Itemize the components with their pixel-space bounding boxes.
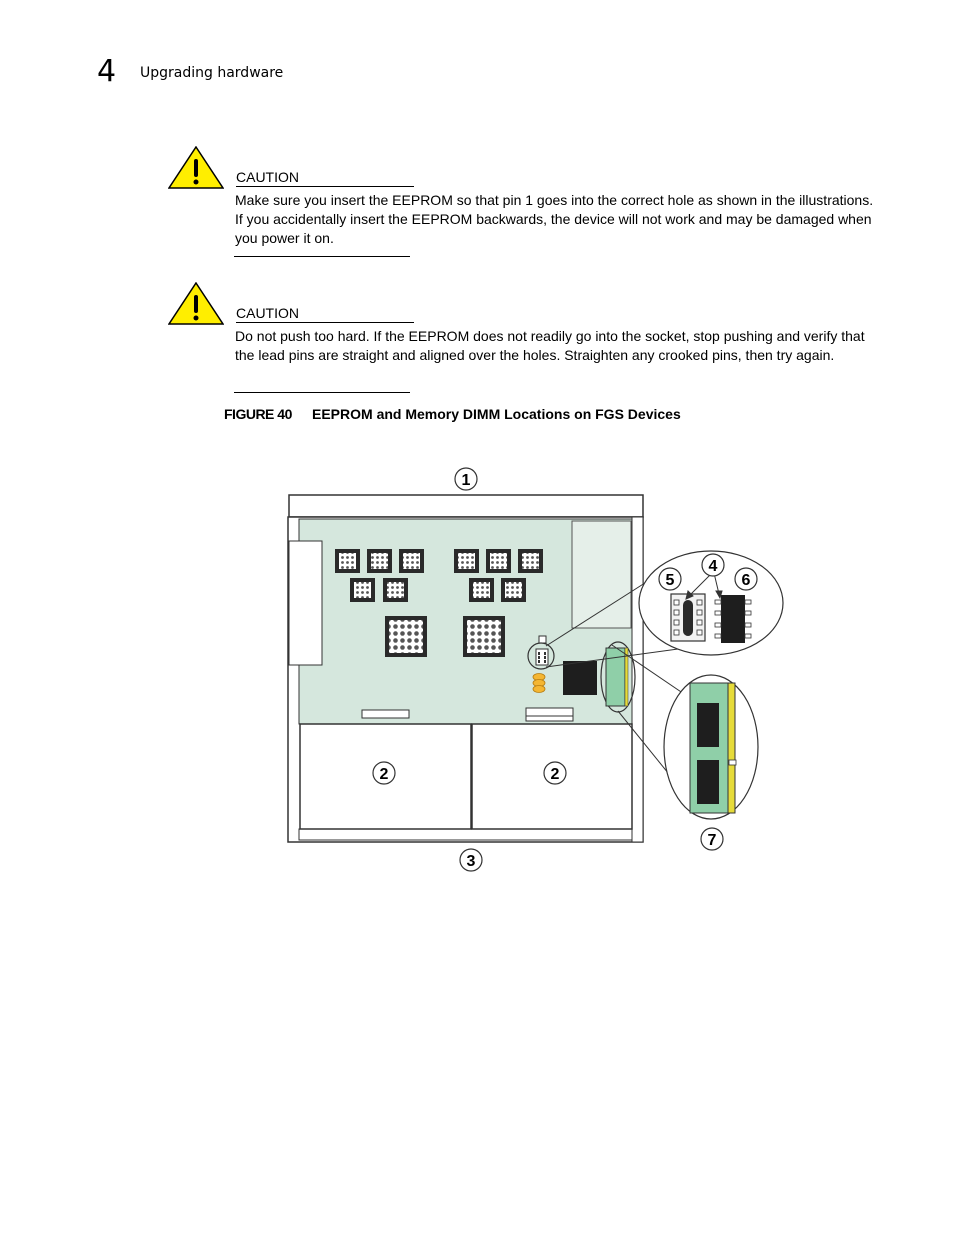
dimm-edge-contacts [728, 683, 735, 813]
svg-text:7: 7 [707, 832, 717, 849]
processor-chip-left [387, 618, 425, 655]
svg-text:2: 2 [379, 766, 389, 783]
eeprom-marker [539, 636, 546, 643]
connector-right-base [526, 716, 573, 721]
callout-4 [702, 554, 724, 576]
callout-2-right [544, 762, 566, 784]
svg-text:4: 4 [708, 558, 718, 575]
caution-text: Do not push too hard. If the EEPROM does not readily go into the socket, stop pushing and verify that the lead pins are straight and aligned over the holes. Straighten any crooked pins, then try again. [235, 328, 865, 363]
chapter-number: 4 [97, 54, 117, 89]
figure-caption: EEPROM and Memory DIMM Locations on FGS Devices [312, 406, 681, 422]
chapter-title: Upgrading hardware [140, 65, 284, 81]
caution-rule [236, 322, 414, 323]
callout-3 [460, 849, 482, 871]
caution-label: CAUTION [236, 169, 299, 185]
eeprom-socket-slot [683, 600, 693, 636]
callout-1 [455, 468, 477, 490]
board-shield [572, 521, 631, 628]
svg-text:3: 3 [466, 853, 476, 870]
dimm-chip-top [697, 703, 719, 747]
chassis-right-rail [632, 517, 643, 842]
chassis-front-bar [289, 495, 643, 517]
caution-rule [236, 186, 414, 187]
dimm-chip-bottom [697, 760, 719, 804]
eeprom-socket-small [536, 649, 548, 665]
dimm-slot-edge [625, 648, 628, 706]
warning-icon [168, 282, 224, 326]
warning-icon [168, 146, 224, 190]
callout-7 [701, 828, 723, 850]
processor-chip-right [465, 618, 503, 655]
connector-right [526, 708, 573, 716]
caution-rule-bottom [234, 256, 410, 257]
svg-text:5: 5 [665, 572, 675, 589]
dimm-notch [729, 760, 736, 765]
svg-text:6: 6 [741, 572, 751, 589]
side-bracket [289, 541, 322, 665]
callout-2-left [373, 762, 395, 784]
caution-text: Make sure you insert the EEPROM so that pin 1 goes into the correct hole as shown in the illustrations. If you accidentally insert the EEPROM backwards, the device will not work and may be damaged when you power it on. [235, 192, 874, 246]
callout-6 [735, 568, 757, 590]
caution-label: CAUTION [236, 305, 299, 321]
black-chip [563, 661, 597, 695]
svg-text:2: 2 [550, 766, 560, 783]
eeprom-chip-detail [721, 595, 745, 643]
callout-5 [659, 568, 681, 590]
connector-left [362, 710, 409, 718]
caution-rule-bottom [234, 392, 410, 393]
svg-text:1: 1 [461, 472, 471, 489]
chassis-bottom-bar [299, 829, 632, 840]
figure-label: FIGURE 40 [224, 406, 292, 422]
eeprom-dimm-diagram [270, 455, 800, 880]
led-coil [533, 674, 545, 693]
